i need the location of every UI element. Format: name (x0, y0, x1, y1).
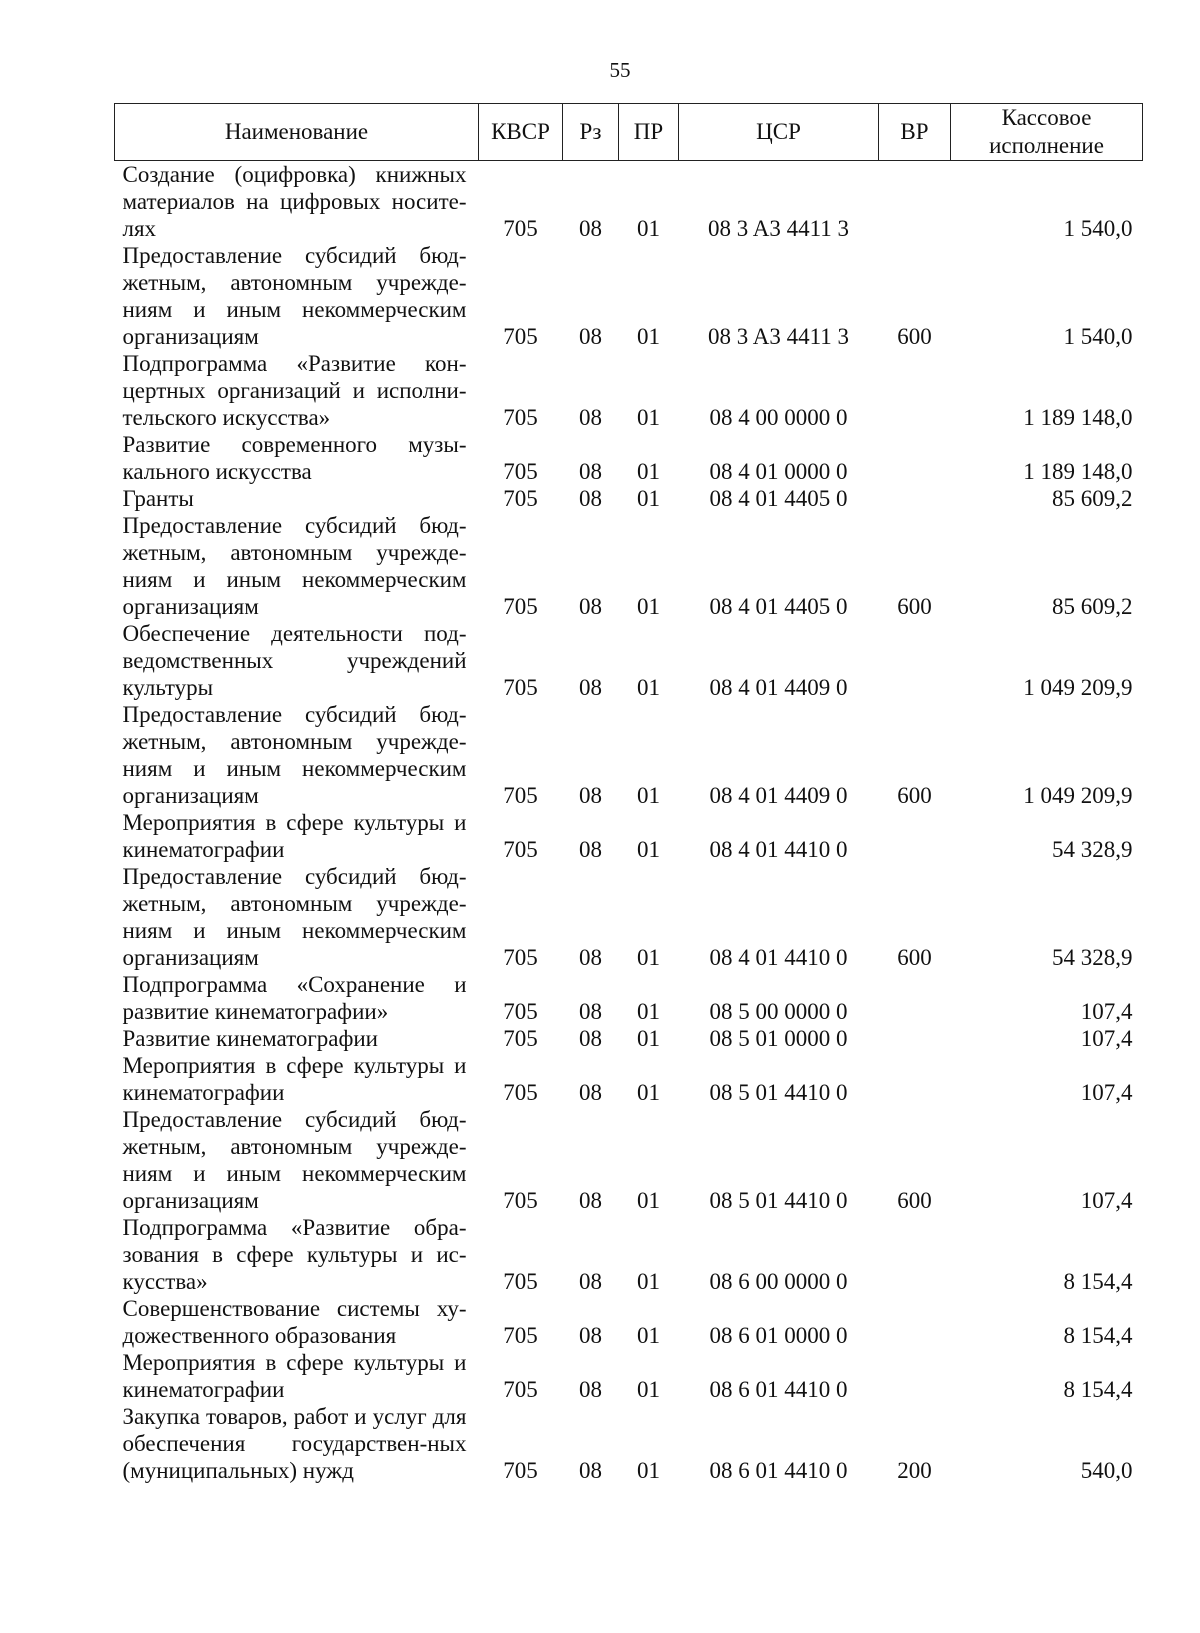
row-vr (879, 1214, 951, 1295)
table-row (115, 161, 1143, 243)
row-csr: 08 5 01 4410 0 (709, 1188, 848, 1213)
row-kvsr: 705 (503, 459, 538, 484)
row-vr (879, 431, 951, 485)
header-kvsr: КВСР (479, 104, 563, 161)
row-name: Подпрограмма «Сохранение и развитие кинематографии» (122, 972, 467, 1024)
row-rz: 08 (579, 1188, 602, 1213)
row-rz: 08 (579, 1377, 602, 1402)
row-amount: 54 328,9 (1052, 837, 1133, 862)
row-pr: 01 (637, 459, 660, 484)
row-rz: 08 (579, 216, 602, 241)
row-csr: 08 6 01 4410 0 (709, 1377, 848, 1402)
row-amount: 107,4 (1080, 999, 1133, 1024)
row-pr: 01 (637, 999, 660, 1024)
row-rz: 08 (579, 1026, 602, 1051)
row-name: Предоставление субсидий бюд-жетным, автономным учрежде-ниям и иным некоммерческим организациям (122, 243, 467, 349)
row-amount: 1 189 148,0 (1023, 405, 1133, 430)
header-vr: ВР (879, 104, 951, 161)
row-rz: 08 (579, 486, 602, 511)
header-rz: Рз (563, 104, 619, 161)
row-vr (879, 1025, 951, 1052)
row-amount: 85 609,2 (1052, 594, 1133, 619)
row-rz: 08 (579, 1458, 602, 1483)
row-amount: 8 154,4 (1063, 1269, 1133, 1294)
row-kvsr: 705 (503, 1269, 538, 1294)
table-row (115, 431, 1143, 485)
row-rz: 08 (579, 405, 602, 430)
row-kvsr: 705 (503, 945, 538, 970)
header-amount: Кассовое исполнение (951, 104, 1143, 161)
row-amount: 540,0 (1080, 1458, 1133, 1483)
table-row (115, 242, 1143, 350)
row-csr: 08 4 01 4409 0 (709, 783, 848, 808)
row-csr: 08 4 00 0000 0 (709, 405, 848, 430)
row-kvsr: 705 (503, 216, 538, 241)
row-kvsr: 705 (503, 1377, 538, 1402)
row-rz: 08 (579, 459, 602, 484)
table-row (115, 1214, 1143, 1295)
row-kvsr: 705 (503, 837, 538, 862)
row-name: Предоставление субсидий бюд-жетным, автономным учрежде-ниям и иным некоммерческим организациям (122, 513, 467, 619)
row-amount: 54 328,9 (1052, 945, 1133, 970)
table-row (115, 512, 1143, 620)
row-amount: 1 540,0 (1063, 324, 1133, 349)
row-vr (879, 350, 951, 431)
row-name: Создание (оцифровка) книжных материалов на цифровых носите-лях (122, 162, 467, 241)
row-kvsr: 705 (503, 999, 538, 1024)
row-vr (879, 809, 951, 863)
row-amount: 8 154,4 (1063, 1323, 1133, 1348)
row-vr (879, 1295, 951, 1349)
table-body (115, 161, 1143, 1485)
row-kvsr: 705 (503, 783, 538, 808)
row-amount: 85 609,2 (1052, 486, 1133, 511)
row-name: Обеспечение деятельности под-ведомственных учреждений культуры (122, 621, 467, 700)
row-csr: 08 5 00 0000 0 (709, 999, 848, 1024)
row-rz: 08 (579, 1323, 602, 1348)
row-rz: 08 (579, 1080, 602, 1105)
row-amount: 107,4 (1080, 1188, 1133, 1213)
row-vr (879, 485, 951, 512)
table-row (115, 1106, 1143, 1214)
row-pr: 01 (637, 783, 660, 808)
row-vr (879, 620, 951, 701)
row-rz: 08 (579, 324, 602, 349)
row-pr: 01 (637, 1458, 660, 1483)
row-vr: 600 (897, 783, 932, 808)
row-vr (879, 161, 951, 243)
row-vr: 200 (897, 1458, 932, 1483)
row-csr: 08 6 00 0000 0 (709, 1269, 848, 1294)
row-csr: 08 4 01 4405 0 (709, 486, 848, 511)
row-name: Подпрограмма «Развитие обра-зования в сфере культуры и ис-кусства» (122, 1215, 467, 1294)
row-pr: 01 (637, 1269, 660, 1294)
row-vr: 600 (897, 594, 932, 619)
row-vr: 600 (897, 945, 932, 970)
row-csr: 08 6 01 0000 0 (709, 1323, 848, 1348)
row-csr: 08 4 01 4405 0 (709, 594, 848, 619)
row-amount: 107,4 (1080, 1026, 1133, 1051)
row-name: Предоставление субсидий бюд-жетным, автономным учрежде-ниям и иным некоммерческим организациям (122, 864, 467, 970)
row-pr: 01 (637, 1080, 660, 1105)
header-name: Наименование (115, 104, 479, 161)
row-name: Гранты (122, 486, 194, 511)
row-rz: 08 (579, 675, 602, 700)
row-rz: 08 (579, 999, 602, 1024)
row-name: Совершенствование системы ху-дожественного образования (122, 1296, 467, 1348)
row-kvsr: 705 (503, 405, 538, 430)
table-row (115, 1295, 1143, 1349)
row-amount: 1 049 209,9 (1023, 675, 1133, 700)
table-row (115, 1403, 1143, 1484)
row-csr: 08 5 01 0000 0 (709, 1026, 848, 1051)
row-amount: 8 154,4 (1063, 1377, 1133, 1402)
row-name: Предоставление субсидий бюд-жетным, автономным учрежде-ниям и иным некоммерческим организациям (122, 1107, 467, 1213)
row-kvsr: 705 (503, 324, 538, 349)
row-csr: 08 3 A3 4411 3 (708, 216, 849, 241)
row-kvsr: 705 (503, 1458, 538, 1483)
row-rz: 08 (579, 594, 602, 619)
row-kvsr: 705 (503, 675, 538, 700)
row-csr: 08 4 01 0000 0 (709, 459, 848, 484)
table-row (115, 485, 1143, 512)
row-name: Развитие кинематографии (122, 1026, 378, 1051)
row-amount: 1 189 148,0 (1023, 459, 1133, 484)
row-pr: 01 (637, 1323, 660, 1348)
row-vr (879, 971, 951, 1025)
row-rz: 08 (579, 837, 602, 862)
row-name: Подпрограмма «Развитие кон-цертных организаций и исполни-тельского искусства» (122, 351, 467, 430)
table-row (115, 863, 1143, 971)
row-pr: 01 (637, 675, 660, 700)
row-pr: 01 (637, 216, 660, 241)
row-amount: 1 540,0 (1063, 216, 1133, 241)
row-rz: 08 (579, 945, 602, 970)
row-pr: 01 (637, 945, 660, 970)
row-kvsr: 705 (503, 1188, 538, 1213)
row-pr: 01 (637, 486, 660, 511)
table-row (115, 1025, 1143, 1052)
row-name: Развитие современного музы-кального искусства (122, 432, 467, 484)
row-amount: 107,4 (1080, 1080, 1133, 1105)
row-csr: 08 4 01 4410 0 (709, 945, 848, 970)
table-row (115, 350, 1143, 431)
row-rz: 08 (579, 783, 602, 808)
row-name: Закупка товаров, работ и услуг для обеспечения государствен-ных (муниципальных) нужд (122, 1404, 467, 1483)
row-pr: 01 (637, 1188, 660, 1213)
row-amount: 1 049 209,9 (1023, 783, 1133, 808)
row-pr: 01 (637, 405, 660, 430)
row-pr: 01 (637, 837, 660, 862)
row-vr: 600 (897, 1188, 932, 1213)
row-vr: 600 (897, 324, 932, 349)
row-csr: 08 5 01 4410 0 (709, 1080, 848, 1105)
row-name: Предоставление субсидий бюд-жетным, автономным учрежде-ниям и иным некоммерческим организациям (122, 702, 467, 808)
row-name: Мероприятия в сфере культуры и кинематографии (122, 810, 467, 862)
row-kvsr: 705 (503, 486, 538, 511)
row-name: Мероприятия в сфере культуры и кинематографии (122, 1350, 467, 1402)
row-kvsr: 705 (503, 1080, 538, 1105)
header-csr: ЦСР (679, 104, 879, 161)
header-pr: ПР (619, 104, 679, 161)
row-kvsr: 705 (503, 1026, 538, 1051)
table-row (115, 971, 1143, 1025)
table-row (115, 1052, 1143, 1106)
row-csr: 08 6 01 4410 0 (709, 1458, 848, 1483)
row-rz: 08 (579, 1269, 602, 1294)
budget-execution-table (114, 103, 1143, 1484)
row-kvsr: 705 (503, 1323, 538, 1348)
row-kvsr: 705 (503, 594, 538, 619)
row-csr: 08 3 A3 4411 3 (708, 324, 849, 349)
table-row (115, 701, 1143, 809)
row-pr: 01 (637, 324, 660, 349)
row-csr: 08 4 01 4410 0 (709, 837, 848, 862)
table-row (115, 1349, 1143, 1403)
row-pr: 01 (637, 594, 660, 619)
row-pr: 01 (637, 1377, 660, 1402)
page-number: 55 (609, 58, 631, 82)
row-csr: 08 4 01 4409 0 (709, 675, 848, 700)
table-header-row (115, 104, 1143, 161)
table-row (115, 809, 1143, 863)
row-vr (879, 1052, 951, 1106)
row-name: Мероприятия в сфере культуры и кинематографии (122, 1053, 467, 1105)
row-vr (879, 1349, 951, 1403)
table-row (115, 620, 1143, 701)
row-pr: 01 (637, 1026, 660, 1051)
